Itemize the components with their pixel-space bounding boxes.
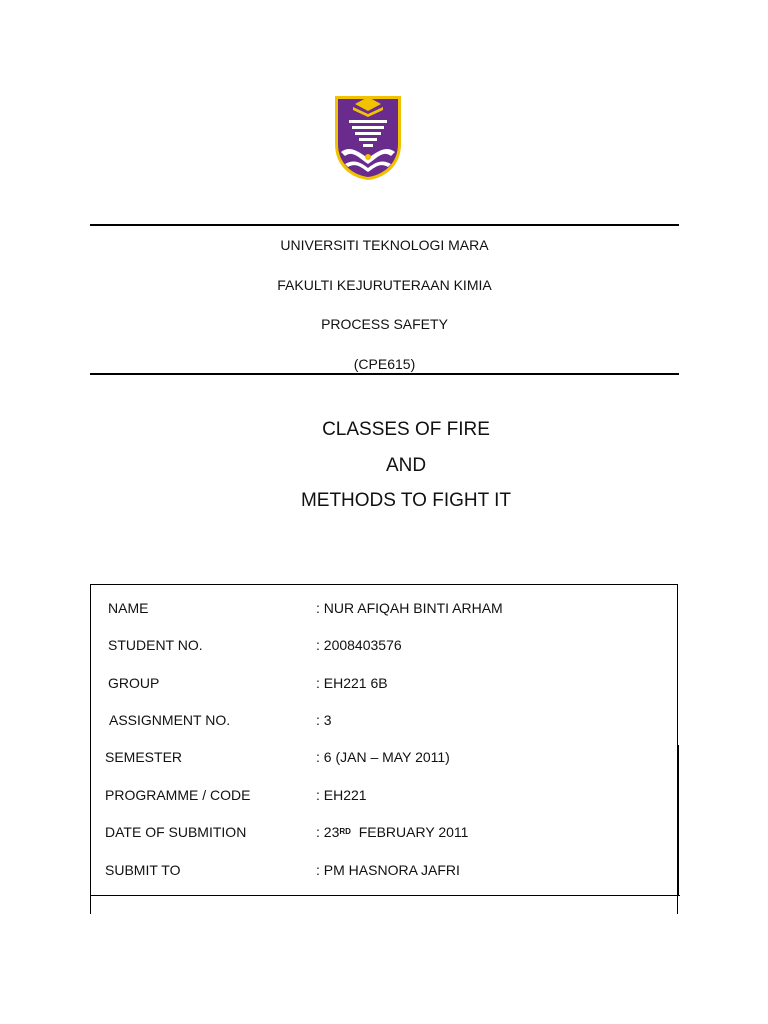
detail-label: DATE OF SUBMITION: [105, 824, 247, 840]
detail-row-programme-code: [91, 786, 679, 804]
detail-label: NAME: [108, 600, 149, 616]
detail-value: : PM HASNORA JAFRI: [316, 862, 460, 878]
detail-label: SEMESTER: [105, 749, 183, 765]
document-title-line-2: AND: [385, 455, 427, 476]
detail-label: ASSIGNMENT NO.: [109, 712, 231, 728]
detail-value: : NUR AFIQAH BINTI ARHAM: [316, 600, 503, 616]
header-top-rule: [90, 224, 679, 226]
detail-label: STUDENT NO.: [108, 637, 203, 653]
detail-row-semester: [91, 748, 679, 766]
uitm-crest-icon: [333, 94, 403, 182]
detail-value: : 3: [316, 712, 332, 728]
detail-value: : 2008403576: [316, 637, 402, 653]
detail-row-student-no: [91, 636, 679, 654]
course-name: PROCESS SAFETY: [321, 316, 448, 332]
detail-value: : 6 (JAN – MAY 2011): [316, 749, 450, 765]
detail-value: : EH221: [316, 787, 367, 803]
detail-row-name: [91, 599, 679, 617]
date-day: : 23: [316, 824, 340, 840]
detail-label: SUBMIT TO: [105, 862, 181, 878]
header-bottom-rule: [90, 373, 679, 375]
detail-row-submit-to: [91, 861, 679, 879]
faculty-name: FAKULTI KEJURUTERAAN KIMIA: [277, 277, 492, 293]
document-title-line-3: METHODS TO FIGHT IT: [300, 490, 512, 511]
detail-row-group: [91, 674, 679, 692]
detail-label: PROGRAMME / CODE: [105, 787, 251, 803]
student-details-box: [90, 584, 678, 914]
details-box-divider: [90, 895, 680, 896]
detail-value: [316, 823, 468, 844]
details-box-edge: [678, 745, 679, 895]
document-title-line-1: CLASSES OF FIRE: [322, 419, 490, 440]
date-ordinal-suffix: RD: [339, 827, 351, 836]
detail-value: : EH221 6B: [316, 675, 388, 691]
university-name: UNIVERSITI TEKNOLOGI MARA: [280, 237, 489, 253]
detail-row-assignment-no: [91, 711, 679, 729]
course-code: (CPE615): [353, 356, 416, 372]
detail-row-submission-date: [91, 823, 679, 841]
date-month-year: FEBRUARY 2011: [350, 824, 469, 840]
detail-label: GROUP: [108, 675, 160, 691]
